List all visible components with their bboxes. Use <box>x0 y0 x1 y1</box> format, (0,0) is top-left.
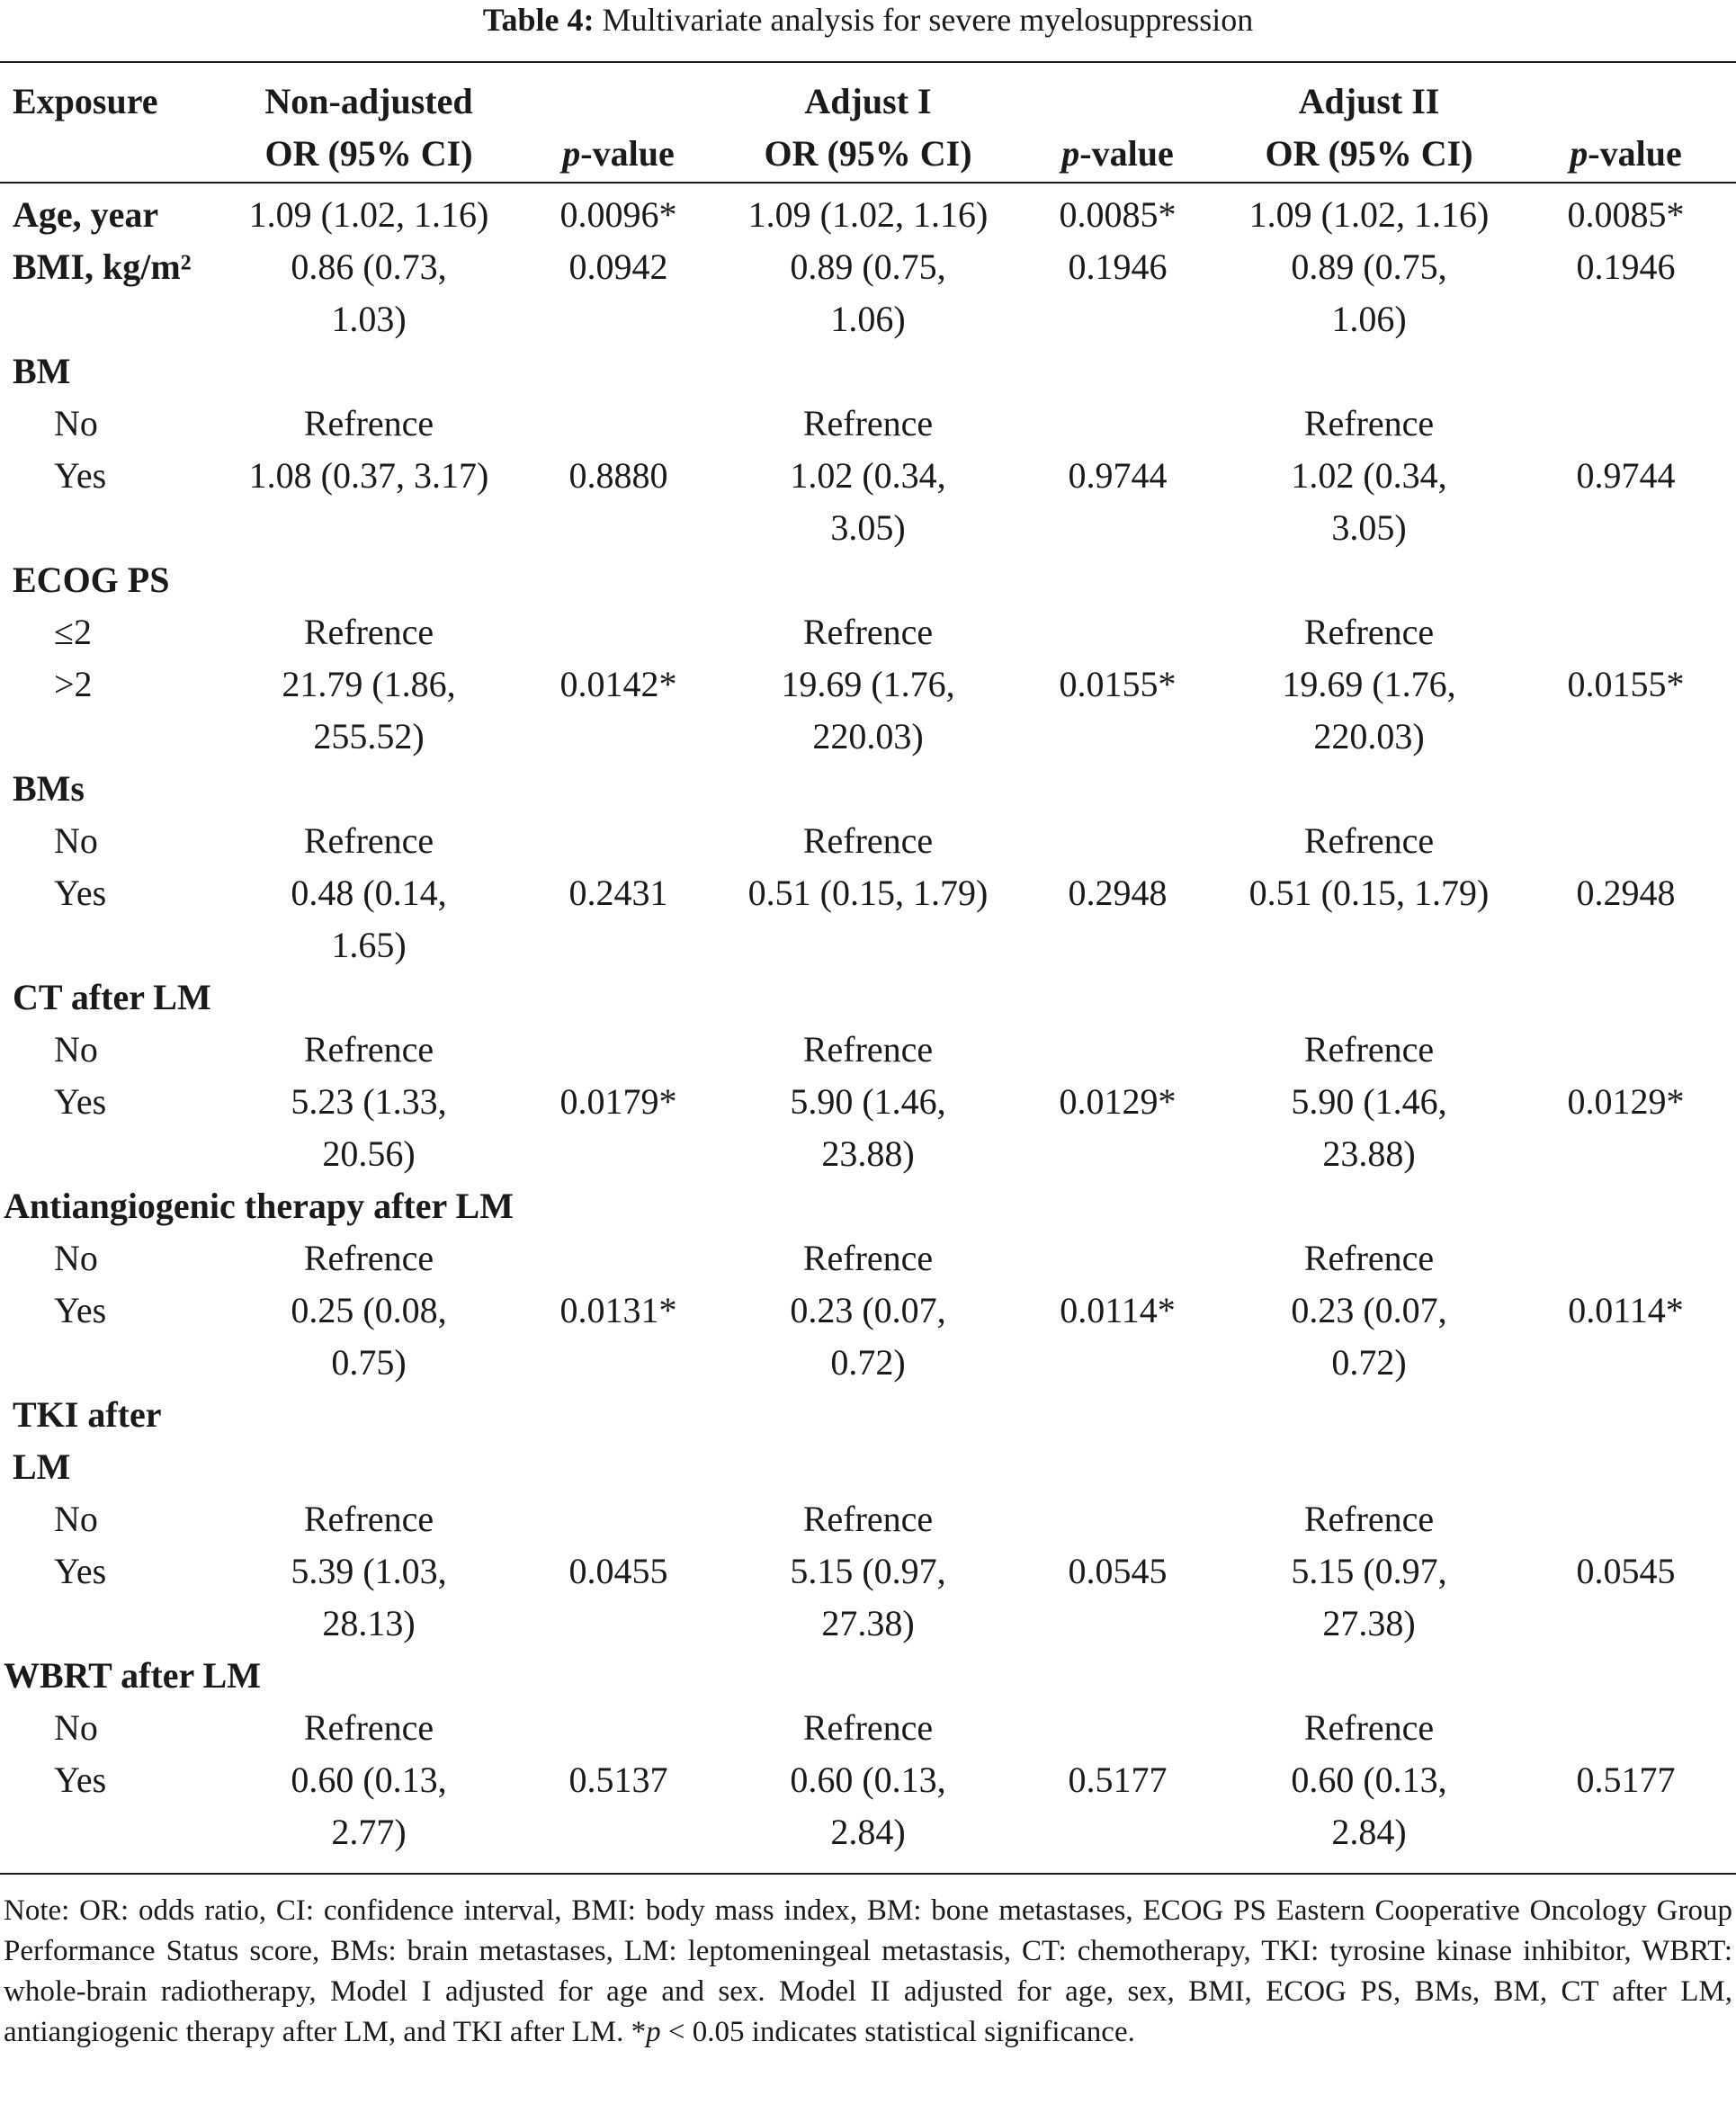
or-ci-cell-continued: 0.72) <box>830 1342 906 1383</box>
p-value-cell: 0.0155* <box>1567 664 1685 704</box>
or-ci-cell-continued: 2.84) <box>1331 1812 1407 1852</box>
row-label: Yes <box>54 455 107 496</box>
p-suffix: -value <box>580 133 675 174</box>
or-ci-cell-continued: 3.05) <box>1331 507 1407 548</box>
row-label: Antiangiogenic therapy after LM <box>4 1186 514 1226</box>
row-label: >2 <box>54 664 93 704</box>
header-adjust-2-or: OR (95% CI) <box>1265 133 1473 174</box>
or-ci-cell: Refrence <box>802 403 934 443</box>
or-ci-cell: Refrence <box>802 820 934 861</box>
or-ci-cell-continued: 220.03) <box>1313 716 1425 757</box>
or-ci-cell: 5.39 (1.03, <box>291 1551 447 1591</box>
table-row <box>0 450 1736 554</box>
p-value-cell: 0.8880 <box>568 455 668 496</box>
p-value-cell: 0.0179* <box>559 1081 677 1122</box>
group-row <box>0 971 1736 1024</box>
table-row <box>0 1024 1736 1076</box>
or-ci-cell: 1.08 (0.37, 3.17) <box>248 455 489 496</box>
or-ci-cell: 1.02 (0.34, <box>790 455 946 496</box>
p-value-cell: 0.0942 <box>568 246 668 287</box>
or-ci-cell: 0.51 (0.15, 1.79) <box>1248 873 1490 913</box>
top-rule <box>0 61 1736 63</box>
or-ci-cell: Refrence <box>802 1707 934 1748</box>
note-p-symbol: p <box>646 2016 661 2048</box>
p-value-cell: 0.0142* <box>559 664 677 704</box>
row-label: No <box>54 820 98 861</box>
group-row <box>0 1180 1736 1232</box>
or-ci-cell: 0.23 (0.07, <box>1291 1290 1447 1330</box>
or-ci-cell: 5.90 (1.46, <box>1291 1081 1447 1122</box>
or-ci-cell-continued: 28.13) <box>322 1603 416 1643</box>
p-symbol: p <box>1570 133 1588 174</box>
or-ci-cell: Refrence <box>303 1029 434 1070</box>
header-exposure: Exposure <box>13 81 158 121</box>
table-caption <box>0 2 1736 38</box>
or-ci-cell-continued: 1.03) <box>331 299 407 339</box>
table-row <box>0 1285 1736 1389</box>
caption-title: Multivariate analysis for severe myelosuppression <box>602 2 1254 38</box>
or-ci-cell: 0.51 (0.15, 1.79) <box>747 873 989 913</box>
bottom-rule <box>0 1873 1736 1875</box>
or-ci-cell: 1.09 (1.02, 1.16) <box>747 194 989 235</box>
table-row <box>0 241 1736 345</box>
group-row <box>0 763 1736 815</box>
table-row <box>0 606 1736 658</box>
row-label: CT after LM <box>13 977 211 1017</box>
group-row <box>0 1389 1736 1493</box>
table-row <box>0 1076 1736 1180</box>
row-label: No <box>54 403 98 443</box>
header-adjust-1-or: OR (95% CI) <box>764 133 972 174</box>
or-ci-cell: 0.25 (0.08, <box>291 1290 447 1330</box>
row-label-continued: LM <box>13 1446 71 1487</box>
p-value-cell: 0.0129* <box>1567 1081 1685 1122</box>
or-ci-cell: Refrence <box>802 1029 934 1070</box>
table-row <box>0 1754 1736 1858</box>
or-ci-cell-continued: 3.05) <box>830 507 906 548</box>
or-ci-cell-continued: 23.88) <box>1322 1133 1416 1174</box>
or-ci-cell: Refrence <box>802 612 934 652</box>
or-ci-cell: Refrence <box>303 612 434 652</box>
or-ci-cell: Refrence <box>1303 1238 1435 1278</box>
or-ci-cell: Refrence <box>802 1238 934 1278</box>
row-label: ≤2 <box>54 612 92 652</box>
p-value-cell: 0.0545 <box>1576 1551 1676 1591</box>
or-ci-cell: 19.69 (1.76, <box>1282 664 1456 704</box>
p-value-cell: 0.0096* <box>559 194 677 235</box>
or-ci-cell: 5.90 (1.46, <box>790 1081 946 1122</box>
p-value-cell: 0.5177 <box>1068 1759 1168 1800</box>
table-row <box>0 658 1736 763</box>
or-ci-cell: Refrence <box>303 403 434 443</box>
or-ci-cell: Refrence <box>303 1707 434 1748</box>
row-label: BM <box>13 351 71 391</box>
header-nonadjusted-or: OR (95% CI) <box>264 133 473 174</box>
table-row <box>0 867 1736 971</box>
row-label: No <box>54 1238 98 1278</box>
p-value-cell: 0.0455 <box>568 1551 668 1591</box>
or-ci-cell: 0.60 (0.13, <box>1291 1759 1447 1800</box>
row-label: TKI after <box>13 1394 162 1435</box>
row-label: Yes <box>54 1081 107 1122</box>
p-value-cell: 0.0155* <box>1059 664 1177 704</box>
or-ci-cell-continued: 20.56) <box>322 1133 416 1174</box>
or-ci-cell: 19.69 (1.76, <box>781 664 955 704</box>
row-label: No <box>54 1029 98 1070</box>
header-adjust-2: Adjust II <box>1298 81 1440 121</box>
group-row <box>0 345 1736 398</box>
or-ci-cell-continued: 27.38) <box>821 1603 915 1643</box>
or-ci-cell-continued: 1.06) <box>1331 299 1407 339</box>
or-ci-cell: 5.15 (0.97, <box>1291 1551 1447 1591</box>
table-row <box>0 189 1736 241</box>
or-ci-cell-continued: 1.65) <box>331 925 407 965</box>
or-ci-cell-continued: 0.72) <box>1331 1342 1407 1383</box>
or-ci-cell: 21.79 (1.86, <box>282 664 456 704</box>
or-ci-cell: Refrence <box>303 1499 434 1539</box>
or-ci-cell: Refrence <box>303 820 434 861</box>
row-label: Yes <box>54 873 107 913</box>
group-row <box>0 554 1736 606</box>
or-ci-cell: Refrence <box>1303 1499 1435 1539</box>
note-text: Note: OR: odds ratio, CI: confidence interval, BMI: body mass index, BM: bone metastases, ECOG PS Eastern Cooperative Oncology Group Performance Status score, BMs: brain metastases, LM: leptomeningeal metastasis, CT: chemotherapy, TKI: tyrosine kinase inhibitor, WBRT: whole-brain radiotherapy, Model I adjusted for age and sex. Model II adjusted for age, sex, BMI, ECOG PS, BMs, BM, CT after LM, antiangiogenic therapy after LM, and TKI after LM. * <box>4 1894 1732 2048</box>
or-ci-cell: 1.09 (1.02, 1.16) <box>1248 194 1490 235</box>
p-symbol: p <box>562 133 581 174</box>
or-ci-cell: 0.89 (0.75, <box>1291 246 1447 287</box>
row-label: No <box>54 1499 98 1539</box>
p-value-cell: 0.0114* <box>1060 1290 1176 1330</box>
p-value-cell: 0.2948 <box>1068 873 1168 913</box>
or-ci-cell: Refrence <box>1303 612 1435 652</box>
group-row <box>0 1650 1736 1702</box>
p-value-cell: 0.0131* <box>559 1290 677 1330</box>
header-rule <box>0 182 1736 184</box>
p-value-cell: 0.0085* <box>1059 194 1177 235</box>
header-pvalue-1 <box>531 128 706 180</box>
or-ci-cell: Refrence <box>1303 820 1435 861</box>
row-label: WBRT after LM <box>4 1655 261 1696</box>
row-label: Age, year <box>13 194 159 235</box>
or-ci-cell-continued: 2.77) <box>331 1812 407 1852</box>
header-pvalue-2 <box>1030 128 1205 180</box>
p-value-cell: 0.2431 <box>568 873 668 913</box>
or-ci-cell-continued: 220.03) <box>812 716 924 757</box>
row-label: Yes <box>54 1551 107 1591</box>
or-ci-cell: Refrence <box>1303 1707 1435 1748</box>
or-ci-cell: Refrence <box>1303 1029 1435 1070</box>
p-value-cell: 0.0085* <box>1567 194 1685 235</box>
or-ci-cell: 1.09 (1.02, 1.16) <box>248 194 489 235</box>
p-value-cell: 0.9744 <box>1576 455 1676 496</box>
or-ci-cell: Refrence <box>802 1499 934 1539</box>
table-row <box>0 1493 1736 1545</box>
row-label: Yes <box>54 1759 107 1800</box>
or-ci-cell-continued: 27.38) <box>1322 1603 1416 1643</box>
row-label: No <box>54 1707 98 1748</box>
header-nonadjusted: Non-adjusted <box>264 81 473 121</box>
or-ci-cell: 0.48 (0.14, <box>291 873 447 913</box>
or-ci-cell: Refrence <box>1303 403 1435 443</box>
p-suffix: -value <box>1079 133 1174 174</box>
or-ci-cell-continued: 2.84) <box>830 1812 906 1852</box>
row-label: BMI, kg/m² <box>13 246 192 287</box>
table-row <box>0 1545 1736 1650</box>
or-ci-cell: 0.60 (0.13, <box>291 1759 447 1800</box>
or-ci-cell-continued: 255.52) <box>313 716 425 757</box>
p-value-cell: 0.1946 <box>1576 246 1676 287</box>
p-value-cell: 0.0114* <box>1568 1290 1684 1330</box>
or-ci-cell: Refrence <box>303 1238 434 1278</box>
or-ci-cell: 0.23 (0.07, <box>790 1290 946 1330</box>
or-ci-cell: 5.23 (1.33, <box>291 1081 447 1122</box>
table-row <box>0 1232 1736 1285</box>
table-row <box>0 815 1736 867</box>
p-value-cell: 0.2948 <box>1576 873 1676 913</box>
row-label: Yes <box>54 1290 107 1330</box>
p-value-cell: 0.5137 <box>568 1759 668 1800</box>
p-symbol: p <box>1061 133 1080 174</box>
p-value-cell: 0.0545 <box>1068 1551 1168 1591</box>
header-adjust-1: Adjust I <box>804 81 932 121</box>
or-ci-cell: 0.60 (0.13, <box>790 1759 946 1800</box>
or-ci-cell: 5.15 (0.97, <box>790 1551 946 1591</box>
or-ci-cell-continued: 23.88) <box>821 1133 915 1174</box>
p-suffix: -value <box>1588 133 1682 174</box>
header-pvalue-3 <box>1534 128 1718 180</box>
table-note <box>4 1891 1732 2053</box>
row-label: BMs <box>13 768 85 809</box>
note-text-end: < 0.05 indicates statistical significance. <box>660 2016 1135 2048</box>
or-ci-cell-continued: 0.75) <box>331 1342 407 1383</box>
p-value-cell: 0.5177 <box>1576 1759 1676 1800</box>
p-value-cell: 0.1946 <box>1068 246 1168 287</box>
table-row <box>0 398 1736 450</box>
p-value-cell: 0.0129* <box>1059 1081 1177 1122</box>
or-ci-cell: 1.02 (0.34, <box>1291 455 1447 496</box>
caption-label: Table 4: <box>482 2 595 38</box>
or-ci-cell-continued: 1.06) <box>830 299 906 339</box>
p-value-cell: 0.9744 <box>1068 455 1168 496</box>
row-label: ECOG PS <box>13 560 170 600</box>
table-row <box>0 1702 1736 1754</box>
or-ci-cell: 0.89 (0.75, <box>790 246 946 287</box>
or-ci-cell: 0.86 (0.73, <box>291 246 447 287</box>
